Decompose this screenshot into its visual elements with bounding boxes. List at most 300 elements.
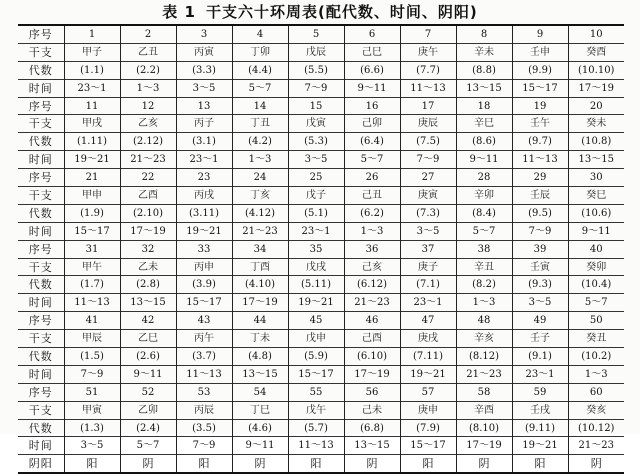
row-label: 序号: [18, 312, 64, 330]
cell-ganzhi: 辛巳: [456, 115, 512, 133]
cell-time: 19～21: [288, 294, 344, 312]
row-label: 干支: [18, 187, 64, 205]
cell-ganzhi: 甲辰: [64, 330, 120, 348]
cell-time: 23～1: [512, 365, 568, 383]
cell-seq: 42: [120, 312, 176, 330]
cell-seq: 6: [344, 25, 400, 43]
cell-yinyang: 阴: [568, 455, 624, 473]
cell-ganzhi: 辛卯: [456, 187, 512, 205]
cell-code: (5.9): [288, 348, 344, 366]
cell-ganzhi: 戊申: [288, 330, 344, 348]
code-row: [18, 348, 624, 366]
row-label: 干支: [18, 401, 64, 419]
cell-ganzhi: 乙卯: [120, 401, 176, 419]
cell-time: 17～19: [344, 365, 400, 383]
cell-seq: 4: [232, 25, 288, 43]
cell-ganzhi: 壬申: [512, 43, 568, 61]
cell-code: (1.9): [64, 204, 120, 222]
cell-time: 21～23: [568, 437, 624, 455]
row-label: 代数: [18, 419, 64, 437]
table-number: 表 1: [162, 3, 196, 21]
cell-seq: 27: [400, 169, 456, 187]
cell-ganzhi: 己酉: [344, 330, 400, 348]
cell-ganzhi: 癸未: [568, 115, 624, 133]
cell-time: 1～3: [344, 222, 400, 240]
cell-time: 7～9: [176, 437, 232, 455]
cell-code: (3.5): [176, 419, 232, 437]
cell-ganzhi: 己未: [344, 401, 400, 419]
row-label: 代数: [18, 204, 64, 222]
cell-seq: 39: [512, 240, 568, 258]
cell-code: (6.6): [344, 61, 400, 79]
cell-time: 21～23: [344, 294, 400, 312]
cell-code: (6.12): [344, 276, 400, 294]
cell-yinyang: 阴: [344, 455, 400, 473]
cell-ganzhi: 乙酉: [120, 187, 176, 205]
cell-code: (8.10): [456, 419, 512, 437]
cell-code: (10.4): [568, 276, 624, 294]
cell-ganzhi: 乙巳: [120, 330, 176, 348]
cell-time: 3～5: [176, 79, 232, 97]
cell-time: 7～9: [64, 365, 120, 383]
ganzhi-table: [18, 24, 624, 474]
cell-time: 9～11: [568, 222, 624, 240]
time-row: [18, 151, 624, 169]
cell-ganzhi: 癸巳: [568, 187, 624, 205]
cell-time: 1～3: [456, 294, 512, 312]
cell-ganzhi: 丁丑: [232, 115, 288, 133]
cell-ganzhi: 戊寅: [288, 115, 344, 133]
cell-ganzhi: 庚申: [400, 401, 456, 419]
cell-code: (10.8): [568, 133, 624, 151]
cell-ganzhi: 己亥: [344, 258, 400, 276]
cell-ganzhi: 甲戌: [64, 115, 120, 133]
cell-seq: 10: [568, 25, 624, 43]
cell-code: (3.11): [176, 204, 232, 222]
cell-code: (1.3): [64, 419, 120, 437]
row-label: 阴阳: [18, 455, 64, 473]
cell-seq: 8: [456, 25, 512, 43]
cell-time: 23～1: [176, 151, 232, 169]
cell-code: (7.1): [400, 276, 456, 294]
cell-ganzhi: 壬戌: [512, 401, 568, 419]
cell-time: 15～17: [512, 79, 568, 97]
cell-ganzhi: 庚子: [400, 258, 456, 276]
cell-ganzhi: 甲申: [64, 187, 120, 205]
cell-time: 1～3: [232, 151, 288, 169]
cell-ganzhi: 乙未: [120, 258, 176, 276]
code-row: [18, 204, 624, 222]
cell-code: (5.1): [288, 204, 344, 222]
cell-code: (10.6): [568, 204, 624, 222]
cell-time: 11～13: [176, 365, 232, 383]
cell-seq: 58: [456, 383, 512, 401]
cell-time: 17～19: [120, 222, 176, 240]
cell-time: 19～21: [512, 437, 568, 455]
cell-seq: 45: [288, 312, 344, 330]
cell-code: (6.2): [344, 204, 400, 222]
cell-time: 3～5: [288, 151, 344, 169]
cell-time: 21～23: [232, 222, 288, 240]
cell-ganzhi: 辛丑: [456, 258, 512, 276]
cell-time: 7～9: [512, 222, 568, 240]
cell-time: 13～15: [456, 79, 512, 97]
cell-seq: 49: [512, 312, 568, 330]
cell-yinyang: 阴: [232, 455, 288, 473]
row-label: 代数: [18, 133, 64, 151]
cell-seq: 12: [120, 97, 176, 115]
cell-ganzhi: 丙申: [176, 258, 232, 276]
row-label: 时间: [18, 294, 64, 312]
time-row: [18, 222, 624, 240]
cell-code: (9.9): [512, 61, 568, 79]
cell-seq: 21: [64, 169, 120, 187]
code-row: [18, 419, 624, 437]
cell-code: (6.4): [344, 133, 400, 151]
cell-code: (8.2): [456, 276, 512, 294]
cell-seq: 55: [288, 383, 344, 401]
cell-code: (7.5): [400, 133, 456, 151]
time-row: [18, 437, 624, 455]
cell-seq: 2: [120, 25, 176, 43]
cell-time: 7～9: [288, 79, 344, 97]
ganzhi-row: [18, 401, 624, 419]
cell-time: 3～5: [400, 222, 456, 240]
cell-code: (1.7): [64, 276, 120, 294]
cell-seq: 11: [64, 97, 120, 115]
row-label: 时间: [18, 365, 64, 383]
cell-seq: 16: [344, 97, 400, 115]
seq-row: [18, 25, 624, 43]
cell-code: (10.10): [568, 61, 624, 79]
cell-code: (4.4): [232, 61, 288, 79]
cell-ganzhi: 癸酉: [568, 43, 624, 61]
cell-time: 17～19: [232, 294, 288, 312]
cell-ganzhi: 丁卯: [232, 43, 288, 61]
cell-code: (2.6): [120, 348, 176, 366]
cell-seq: 40: [568, 240, 624, 258]
cell-seq: 31: [64, 240, 120, 258]
cell-yinyang: 阳: [288, 455, 344, 473]
cell-code: (10.12): [568, 419, 624, 437]
row-label: 代数: [18, 276, 64, 294]
cell-ganzhi: 己巳: [344, 43, 400, 61]
cell-time: 11～13: [288, 437, 344, 455]
cell-code: (3.7): [176, 348, 232, 366]
cell-seq: 29: [512, 169, 568, 187]
cell-code: (1.1): [64, 61, 120, 79]
cell-seq: 52: [120, 383, 176, 401]
yinyang-row: [18, 455, 624, 473]
cell-time: 23～1: [64, 79, 120, 97]
cell-time: 5～7: [120, 437, 176, 455]
cell-time: 15～17: [288, 365, 344, 383]
cell-seq: 33: [176, 240, 232, 258]
cell-time: 5～7: [568, 294, 624, 312]
cell-code: (3.9): [176, 276, 232, 294]
seq-row: [18, 169, 624, 187]
cell-seq: 28: [456, 169, 512, 187]
cell-ganzhi: 丁未: [232, 330, 288, 348]
cell-ganzhi: 乙丑: [120, 43, 176, 61]
cell-code: (3.1): [176, 133, 232, 151]
cell-seq: 37: [400, 240, 456, 258]
cell-time: 23～1: [288, 222, 344, 240]
cell-code: (9.1): [512, 348, 568, 366]
cell-code: (4.12): [232, 204, 288, 222]
cell-ganzhi: 庚辰: [400, 115, 456, 133]
cell-ganzhi: 己卯: [344, 115, 400, 133]
cell-time: 11～13: [512, 151, 568, 169]
cell-ganzhi: 庚寅: [400, 187, 456, 205]
row-label: 序号: [18, 240, 64, 258]
cell-code: (3.3): [176, 61, 232, 79]
cell-seq: 23: [176, 169, 232, 187]
cell-yinyang: 阳: [512, 455, 568, 473]
cell-code: (2.4): [120, 419, 176, 437]
cell-ganzhi: 壬辰: [512, 187, 568, 205]
cell-time: 21～23: [120, 151, 176, 169]
cell-ganzhi: 戊午: [288, 401, 344, 419]
cell-time: 17～19: [456, 437, 512, 455]
cell-seq: 36: [344, 240, 400, 258]
cell-seq: 57: [400, 383, 456, 401]
cell-time: 7～9: [400, 151, 456, 169]
cell-seq: 19: [512, 97, 568, 115]
cell-ganzhi: 丙辰: [176, 401, 232, 419]
cell-ganzhi: 丙午: [176, 330, 232, 348]
cell-ganzhi: 丙子: [176, 115, 232, 133]
time-row: [18, 79, 624, 97]
cell-code: (2.10): [120, 204, 176, 222]
cell-time: 15～17: [64, 222, 120, 240]
cell-time: 19～21: [64, 151, 120, 169]
cell-code: (9.3): [512, 276, 568, 294]
row-label: 序号: [18, 383, 64, 401]
cell-time: 15～17: [400, 437, 456, 455]
cell-seq: 41: [64, 312, 120, 330]
cell-code: (4.10): [232, 276, 288, 294]
cell-time: 9～11: [344, 79, 400, 97]
cell-seq: 17: [400, 97, 456, 115]
cell-seq: 38: [456, 240, 512, 258]
cell-time: 1～3: [120, 79, 176, 97]
cell-time: 15～17: [176, 294, 232, 312]
cell-time: 13～15: [120, 294, 176, 312]
cell-time: 1～3: [568, 365, 624, 383]
time-row: [18, 365, 624, 383]
cell-code: (4.8): [232, 348, 288, 366]
cell-ganzhi: 甲午: [64, 258, 120, 276]
cell-seq: 59: [512, 383, 568, 401]
cell-yinyang: 阴: [120, 455, 176, 473]
ganzhi-row: [18, 115, 624, 133]
cell-time: 13～15: [568, 151, 624, 169]
cell-time: 5～7: [456, 222, 512, 240]
cell-code: (10.2): [568, 348, 624, 366]
table-caption: [0, 2, 640, 22]
cell-code: (2.2): [120, 61, 176, 79]
code-row: [18, 61, 624, 79]
cell-seq: 34: [232, 240, 288, 258]
cell-code: (8.12): [456, 348, 512, 366]
cell-ganzhi: 壬午: [512, 115, 568, 133]
seq-row: [18, 383, 624, 401]
cell-seq: 32: [120, 240, 176, 258]
cell-code: (4.6): [232, 419, 288, 437]
cell-time: 21～23: [456, 365, 512, 383]
cell-seq: 26: [344, 169, 400, 187]
time-row: [18, 294, 624, 312]
ganzhi-row: [18, 330, 624, 348]
row-label: 序号: [18, 169, 64, 187]
row-label: 时间: [18, 151, 64, 169]
row-label: 代数: [18, 61, 64, 79]
cell-seq: 7: [400, 25, 456, 43]
cell-time: 3～5: [512, 294, 568, 312]
cell-ganzhi: 辛未: [456, 43, 512, 61]
cell-time: 9～11: [120, 365, 176, 383]
table-title: 干支六十环周表(配代数、时间、阴阳): [205, 3, 478, 21]
cell-seq: 13: [176, 97, 232, 115]
cell-ganzhi: 戊戌: [288, 258, 344, 276]
cell-time: 9～11: [456, 151, 512, 169]
cell-ganzhi: 戊子: [288, 187, 344, 205]
cell-time: 11～13: [400, 79, 456, 97]
cell-code: (9.7): [512, 133, 568, 151]
seq-row: [18, 97, 624, 115]
cell-time: 5～7: [344, 151, 400, 169]
cell-ganzhi: 庚午: [400, 43, 456, 61]
cell-seq: 30: [568, 169, 624, 187]
cell-time: 5～7: [232, 79, 288, 97]
cell-seq: 14: [232, 97, 288, 115]
cell-seq: 53: [176, 383, 232, 401]
cell-seq: 9: [512, 25, 568, 43]
cell-seq: 43: [176, 312, 232, 330]
ganzhi-row: [18, 187, 624, 205]
cell-time: 23～1: [400, 294, 456, 312]
cell-ganzhi: 丙寅: [176, 43, 232, 61]
row-label: 时间: [18, 79, 64, 97]
cell-seq: 20: [568, 97, 624, 115]
cell-ganzhi: 戊辰: [288, 43, 344, 61]
cell-ganzhi: 癸亥: [568, 401, 624, 419]
cell-ganzhi: 辛亥: [456, 330, 512, 348]
cell-code: (6.8): [344, 419, 400, 437]
cell-ganzhi: 癸丑: [568, 330, 624, 348]
cell-ganzhi: 丁亥: [232, 187, 288, 205]
cell-yinyang: 阳: [176, 455, 232, 473]
cell-yinyang: 阴: [456, 455, 512, 473]
cell-seq: 24: [232, 169, 288, 187]
ganzhi-row: [18, 258, 624, 276]
cell-seq: 15: [288, 97, 344, 115]
cell-seq: 60: [568, 383, 624, 401]
cell-code: (5.5): [288, 61, 344, 79]
table-body: [18, 25, 624, 473]
cell-ganzhi: 癸卯: [568, 258, 624, 276]
row-label: 时间: [18, 222, 64, 240]
cell-ganzhi: 庚戌: [400, 330, 456, 348]
cell-seq: 18: [456, 97, 512, 115]
cell-code: (8.4): [456, 204, 512, 222]
cell-code: (7.7): [400, 61, 456, 79]
cell-yinyang: 阳: [400, 455, 456, 473]
cell-seq: 22: [120, 169, 176, 187]
cell-code: (9.5): [512, 204, 568, 222]
ganzhi-row: [18, 43, 624, 61]
cell-seq: 5: [288, 25, 344, 43]
cell-time: 17～19: [568, 79, 624, 97]
cell-ganzhi: 壬寅: [512, 258, 568, 276]
cell-seq: 50: [568, 312, 624, 330]
cell-code: (8.8): [456, 61, 512, 79]
cell-code: (8.6): [456, 133, 512, 151]
cell-seq: 54: [232, 383, 288, 401]
cell-yinyang: 阳: [64, 455, 120, 473]
cell-time: 11～13: [64, 294, 120, 312]
code-row: [18, 276, 624, 294]
cell-time: 19～21: [176, 222, 232, 240]
cell-code: (1.5): [64, 348, 120, 366]
cell-seq: 44: [232, 312, 288, 330]
cell-ganzhi: 丁巳: [232, 401, 288, 419]
cell-code: (4.2): [232, 133, 288, 151]
seq-row: [18, 240, 624, 258]
cell-code: (5.3): [288, 133, 344, 151]
cell-time: 13～15: [344, 437, 400, 455]
cell-ganzhi: 甲寅: [64, 401, 120, 419]
cell-seq: 46: [344, 312, 400, 330]
cell-ganzhi: 壬子: [512, 330, 568, 348]
cell-time: 19～21: [400, 365, 456, 383]
row-label: 干支: [18, 43, 64, 61]
cell-ganzhi: 甲子: [64, 43, 120, 61]
cell-seq: 51: [64, 383, 120, 401]
cell-time: 13～15: [232, 365, 288, 383]
cell-ganzhi: 丁酉: [232, 258, 288, 276]
cell-seq: 3: [176, 25, 232, 43]
cell-code: (2.12): [120, 133, 176, 151]
cell-ganzhi: 乙亥: [120, 115, 176, 133]
cell-code: (7.3): [400, 204, 456, 222]
cell-seq: 35: [288, 240, 344, 258]
cell-code: (6.10): [344, 348, 400, 366]
seq-row: [18, 312, 624, 330]
row-label: 序号: [28, 27, 53, 41]
row-label: 时间: [18, 437, 64, 455]
cell-ganzhi: 丙戌: [176, 187, 232, 205]
cell-seq: 1: [64, 25, 120, 43]
code-row: [18, 133, 624, 151]
cell-code: (1.11): [64, 133, 120, 151]
cell-ganzhi: 己丑: [344, 187, 400, 205]
cell-seq: 48: [456, 312, 512, 330]
cell-ganzhi: 辛酉: [456, 401, 512, 419]
cell-code: (7.11): [400, 348, 456, 366]
cell-time: 3～5: [64, 437, 120, 455]
row-label: 干支: [18, 258, 64, 276]
cell-code: (9.11): [512, 419, 568, 437]
cell-seq: 25: [288, 169, 344, 187]
cell-code: (5.11): [288, 276, 344, 294]
cell-seq: 47: [400, 312, 456, 330]
cell-code: (5.7): [288, 419, 344, 437]
row-label: 干支: [18, 330, 64, 348]
cell-code: (2.8): [120, 276, 176, 294]
row-label: 干支: [18, 115, 64, 133]
